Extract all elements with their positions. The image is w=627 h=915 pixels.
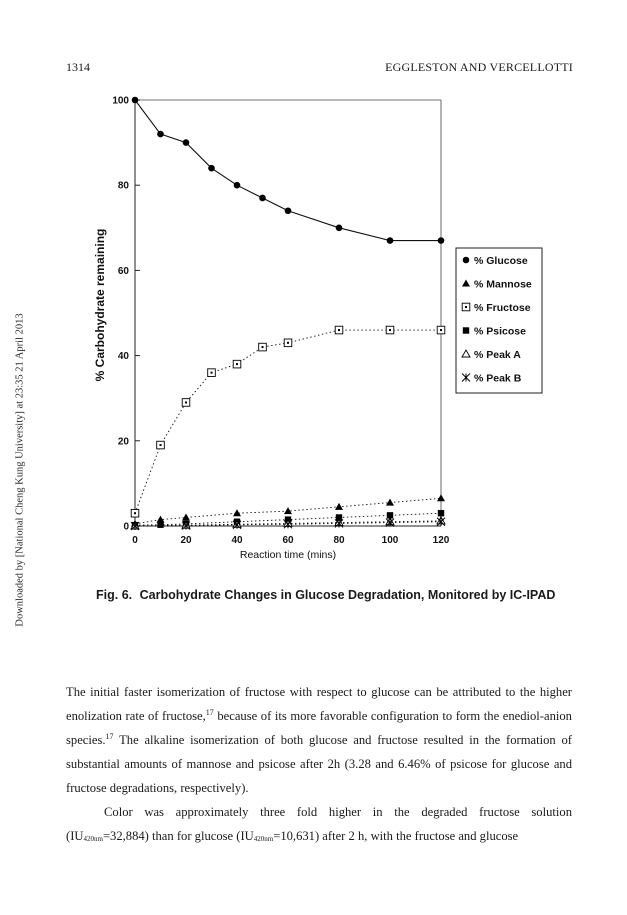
series-line-3 — [135, 330, 441, 513]
data-point — [284, 339, 292, 347]
figure-caption — [96, 588, 566, 603]
legend-marker — [462, 303, 470, 311]
body-text — [66, 680, 572, 848]
x-tick-label: 120 — [432, 535, 450, 546]
data-point — [182, 399, 190, 407]
data-point — [387, 237, 394, 244]
y-tick-label: 60 — [117, 265, 129, 277]
data-point — [437, 494, 445, 501]
data-point — [182, 513, 190, 520]
data-point — [438, 237, 445, 244]
data-point — [233, 360, 241, 368]
data-point — [132, 97, 139, 104]
legend-label: % Glucose — [474, 255, 528, 267]
x-axis-label: Reaction time (mins) — [239, 549, 337, 561]
data-point — [259, 195, 266, 202]
figure-caption-text: Carbohydrate Changes in Glucose Degradation, Monitored by IC-IPAD — [139, 588, 556, 602]
data-point — [208, 369, 216, 377]
x-tick-label: 40 — [231, 535, 243, 546]
paragraph-2-text-b: =32,884) than for glucose (IU — [102, 829, 254, 843]
data-point — [285, 207, 292, 214]
y-tick-label: 0 — [123, 521, 129, 533]
page-number: 1314 — [66, 60, 90, 74]
download-watermark: Downloaded by [National Cheng Kung University] at 23:35 21 April 2013 — [14, 313, 26, 627]
running-head: EGGLESTON AND VERCELLOTTI — [385, 60, 573, 74]
data-point — [157, 522, 163, 528]
paragraph-1-text-c: The alkaline isomerization of both glucose and fructose resulted in the formation of substantial amounts of mannose and psicose after 2h (3.28 and 6.46% of psicose for glucose and fructose degradations, respectively). — [66, 733, 572, 795]
y-axis-label: % Carbohydrate remaining — [93, 228, 107, 382]
y-tick-label: 100 — [112, 95, 129, 107]
legend-label: % Mannose — [474, 278, 532, 291]
data-point — [438, 510, 444, 516]
wavelength-subscript: 420nm — [253, 835, 274, 843]
citation-ref: 17 — [105, 731, 114, 741]
x-tick-label: 100 — [381, 535, 399, 546]
paragraph-2 — [66, 800, 572, 848]
figure-label: Fig. 6. — [96, 588, 133, 602]
x-tick-label: 80 — [333, 535, 345, 546]
data-point — [157, 131, 164, 138]
data-point — [335, 326, 343, 334]
y-tick-label: 80 — [117, 180, 129, 192]
citation-ref: 17 — [205, 707, 214, 717]
data-point — [234, 182, 241, 189]
legend-box — [456, 248, 542, 393]
data-point — [259, 343, 267, 351]
x-tick-label: 20 — [180, 535, 192, 546]
wavelength-subscript: 420nm — [83, 835, 103, 843]
y-tick-label: 40 — [117, 351, 129, 363]
data-point — [157, 441, 165, 449]
paragraph-2-text-c: =10,631) after 2 h, with the fructose and glucose — [273, 829, 519, 843]
y-tick-label: 20 — [117, 436, 129, 448]
paragraph-1 — [66, 680, 572, 800]
data-point — [183, 139, 190, 146]
data-point — [208, 165, 215, 172]
paragraph-1-text-a: The initial faster isomerization of fructose with respect to glucose can be attributed to the higher enolization rate of fructose, — [66, 685, 572, 723]
paragraph-1-text-b: because of its more favorable configuration to form the enediol-anion species. — [66, 709, 572, 747]
data-point — [386, 326, 394, 334]
x-tick-label: 0 — [132, 535, 138, 546]
series-line-1 — [135, 100, 441, 241]
legend-marker — [463, 327, 469, 333]
data-point — [131, 509, 139, 517]
legend-label: % Peak B — [474, 372, 522, 385]
paragraph-2-text-a: Color was approximately three fold higher in the degraded fructose solution (IU — [66, 805, 572, 843]
data-point — [386, 499, 394, 506]
data-point — [335, 503, 343, 510]
legend-label: % Peak A — [474, 349, 521, 361]
legend-marker — [463, 257, 470, 264]
data-point — [437, 326, 445, 334]
data-point — [336, 225, 343, 232]
legend-label: % Fructose — [474, 302, 531, 314]
legend-label: % Psicose — [474, 325, 526, 338]
x-tick-label: 60 — [282, 535, 294, 546]
